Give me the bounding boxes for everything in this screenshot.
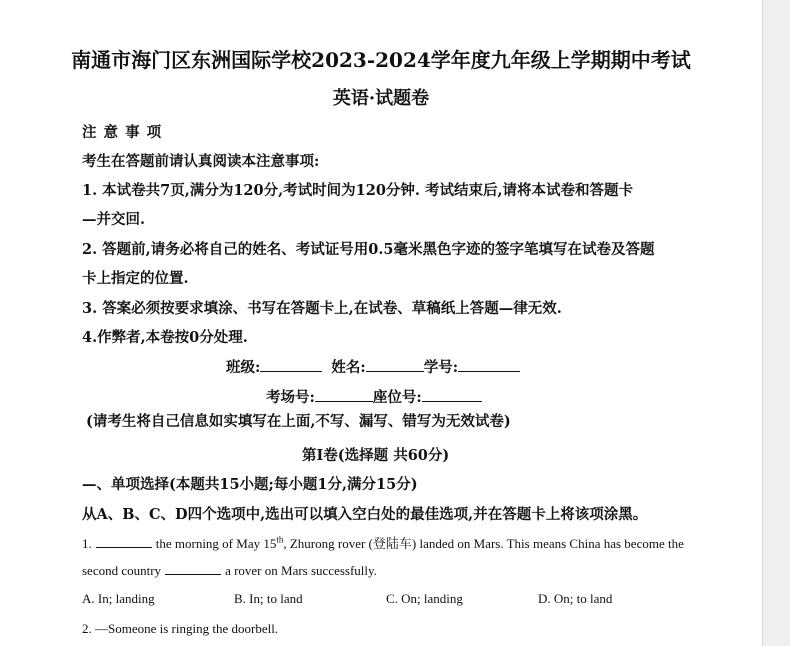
question-1-blank-2 xyxy=(165,562,221,575)
class-label: 班级: xyxy=(226,359,261,376)
info-row-2 xyxy=(266,386,482,407)
room-label: 考场号: xyxy=(266,389,315,406)
info-row-1 xyxy=(226,356,520,377)
notice-item-1-cont: —并交回. xyxy=(82,211,146,228)
viewer-gutter xyxy=(762,0,790,646)
section-heading: —、单项选择(本题共15小题;每小题1分,满分15分) xyxy=(82,476,418,493)
name-label: 姓名: xyxy=(331,359,366,376)
question-2-line-1: 2. —Someone is ringing the doorbell. xyxy=(82,621,279,636)
notice-item-1: 1. 本试卷共7页,满分为120分,考试时间为120分钟. 考试结束后,请将本试卷和答题卡 xyxy=(82,182,634,199)
seat-label: 座位号: xyxy=(372,389,422,406)
notice-intro: 考生在答题前请认真阅读本注意事项: xyxy=(82,153,320,170)
seat-field[interactable] xyxy=(422,401,482,402)
notice-item-2: 2. 答题前,请务必将自己的姓名、考试证号用0.5毫米黑色字迹的签字笔填写在试卷及答题 xyxy=(82,241,655,258)
info-reminder: (请考生将自己信息如实填写在上面,不写、漏写、错写为无效试卷) xyxy=(86,413,511,430)
class-field[interactable] xyxy=(260,371,322,372)
notice-heading: 注 意 事 项 xyxy=(82,124,163,141)
question-1-option-d: D. On; to land xyxy=(538,591,613,606)
room-field[interactable] xyxy=(315,401,373,402)
question-1-option-c: C. On; landing xyxy=(386,591,463,606)
question-1-option-b: B. In; to land xyxy=(234,591,303,606)
question-1-line-2: second country a rover on Mars successfully. xyxy=(82,563,377,578)
exam-title: 南通市海门区东洲国际学校2023-2024学年度九年级上学期期中考试 xyxy=(71,48,691,72)
notice-item-2-cont: 卡上指定的位置. xyxy=(82,270,189,287)
question-1-line-1: 1. the morning of May 15th, Zhurong rover (登陆车) landed on Mars. This means China has become the xyxy=(82,534,684,551)
section-instruction: 从A、B、C、D四个选项中,选出可以填入空白处的最佳选项,并在答题卡上将该项涂黑。 xyxy=(82,506,648,523)
part-title: 第Ⅰ卷(选择题 共60分) xyxy=(302,447,450,464)
id-label: 学号: xyxy=(423,359,459,376)
question-1-number: 1. xyxy=(82,536,92,551)
student-id-field[interactable] xyxy=(458,371,520,372)
notice-item-4: 4.作弊者,本卷按0分处理. xyxy=(82,329,248,346)
question-1-blank-1 xyxy=(96,535,152,548)
question-1-option-a: A. In; landing xyxy=(82,591,155,606)
notice-item-3: 3. 答案必须按要求填涂、书写在答题卡上,在试卷、草稿纸上答题—律无效. xyxy=(82,300,562,317)
exam-subtitle: 英语·试题卷 xyxy=(332,88,430,109)
name-field[interactable] xyxy=(366,371,424,372)
